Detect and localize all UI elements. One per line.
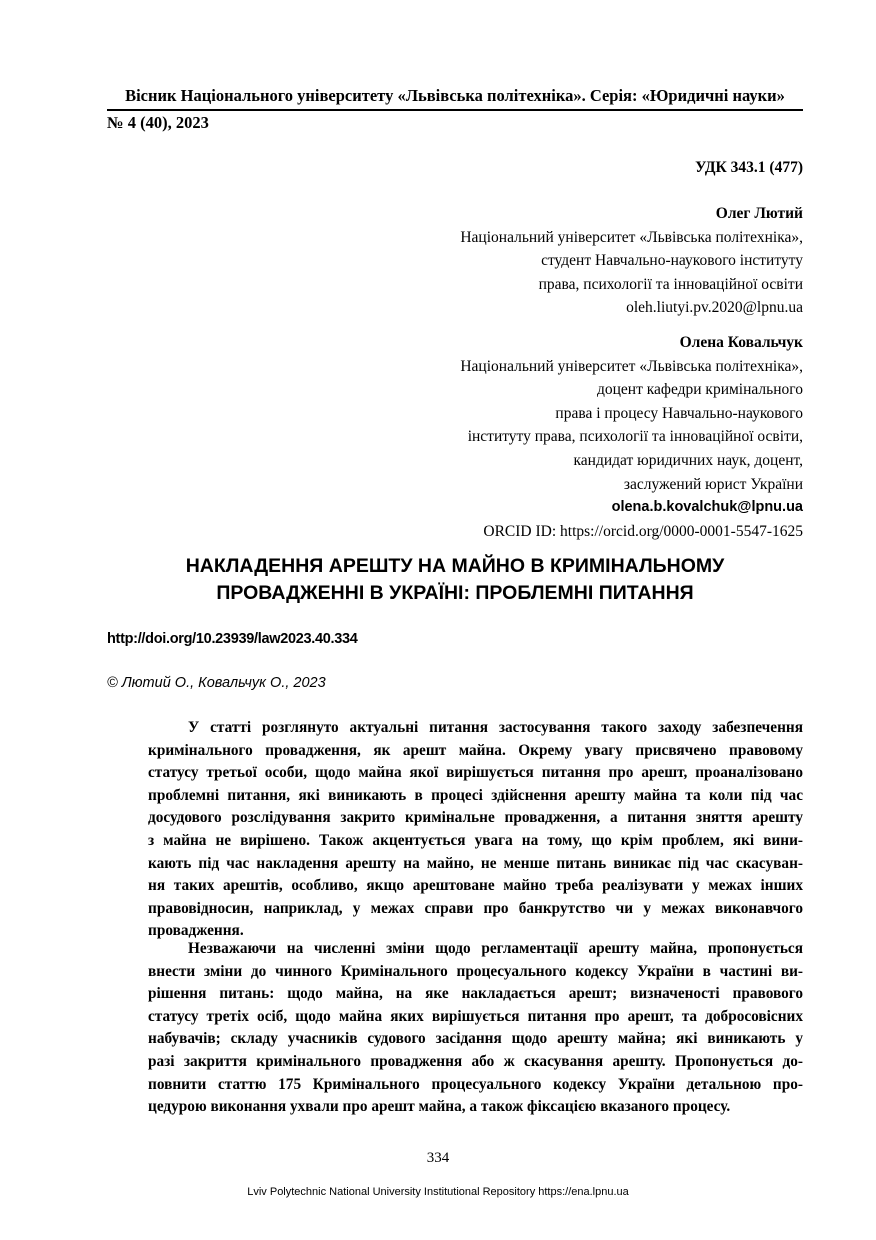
author-email[interactable]: olena.b.kovalchuk@lpnu.ua (611, 499, 803, 516)
abstract-line: досудового розслідування закрито кримінальне провадження, а питання зняття арешту (148, 809, 803, 827)
title-line: ПРОВАДЖЕННІ В УКРАЇНІ: ПРОБЛЕМНІ ПИТАННЯ (216, 582, 694, 604)
author-affiliation: інституту права, психології та інноваційної освіти, (467, 428, 803, 446)
author-affiliation: права, психології та інноваційної освіти (538, 275, 803, 293)
abstract-paragraph-2 (148, 938, 803, 1119)
abstract-line: повнити статтю 175 Кримінального процесуального кодексу України детальною про- (148, 1075, 803, 1093)
author-affiliation: доцент кафедри кримінального (596, 381, 803, 399)
abstract-line: Незважаючи на численні зміни щодо регламентації арешту майна, пропонується (188, 940, 803, 957)
abstract-line: цедурою виконання ухвали про арешт майна, а також фіксацією вказаного процесу. (148, 1098, 731, 1116)
abstract-line: статусу третьої особи, щодо майна якої вирішується питання про арешт, проаналізовано (148, 764, 803, 782)
article-title (107, 553, 803, 607)
repository-footer: Lviv Polytechnic National University Institutional Repository https://ena.lpnu.ua (247, 1186, 629, 1198)
header-rule (107, 109, 803, 111)
abstract-line: статусу третіх осіб, щодо майна яких вирішується питання про арешт, та добросовісних (148, 1007, 803, 1025)
abstract-line: У статті розглянуто актуальні питання застосування такого заходу забезпечення (188, 719, 803, 736)
abstract-line: правовідносин, наприклад, у межах справи про банкрутство чи у межах виконавчого (148, 899, 803, 917)
author-block-2 (460, 331, 803, 543)
author-title: заслужений юрист України (623, 475, 803, 493)
abstract-line: разі закриття кримінального провадження або ж скасування арешту. Пропонується до- (148, 1052, 803, 1070)
abstract-line: кають під час накладення арешту на майно, не менше питань виникає під час скасуван- (148, 854, 803, 872)
author-name: Олена Ковальчук (679, 334, 803, 351)
author-degree: кандидат юридичних наук, доцент, (573, 451, 803, 469)
udk-code: УДК 343.1 (477) (695, 159, 803, 176)
abstract-line: рішення питань: щодо майна, на яке накладається арешт; визначеності правового (148, 985, 803, 1003)
author-orcid[interactable]: ORCID ID: https://orcid.org/0000-0001-5547-1625 (483, 522, 803, 540)
author-name: Олег Лютий (715, 205, 803, 222)
author-affiliation: Національний університет «Львівська політехніка», (460, 357, 803, 375)
author-email[interactable]: oleh.liutyi.pv.2020@lpnu.ua (626, 299, 803, 317)
author-affiliation: права і процесу Навчально-наукового (555, 404, 803, 422)
journal-title: Вісник Національного університету «Львівська політехніка». Серія: «Юридичні науки» (125, 86, 785, 105)
author-block-1 (460, 202, 803, 320)
abstract-line: проблемні питання, які виникають в процесі здійснення арешту майна та коли під час (148, 786, 803, 804)
abstract-line: ня таких арештів, особливо, якщо арештоване майно треба реалізувати у межах інших (148, 877, 803, 895)
abstract-line: набувачів; складу учасників судового засідання щодо арешту майна; які виникають у (148, 1030, 803, 1048)
abstract-line: з майна не вирішено. Також акцентується увага на тому, що крім проблем, які вини- (148, 831, 803, 849)
author-affiliation: Національний університет «Львівська політехніка», (460, 228, 803, 246)
copyright: © Лютий О., Ковальчук О., 2023 (107, 675, 326, 691)
page-number: 334 (426, 1150, 450, 1166)
abstract-line: внести зміни до чинного Кримінального процесуального кодексу України в частині ви- (148, 962, 803, 980)
abstract-paragraph-1 (148, 717, 803, 943)
author-affiliation: студент Навчально-наукового інституту (541, 252, 803, 270)
abstract-line: провадження. (148, 922, 244, 940)
title-line: НАКЛАДЕННЯ АРЕШТУ НА МАЙНО В КРИМІНАЛЬНОМУ (185, 555, 725, 577)
issue-number: № 4 (40), 2023 (107, 113, 209, 132)
abstract-line: кримінального провадження, як арешт майна. Окрему увагу присвячено правовому (148, 741, 803, 759)
doi-link[interactable]: http://doi.org/10.23939/law2023.40.334 (107, 631, 358, 647)
